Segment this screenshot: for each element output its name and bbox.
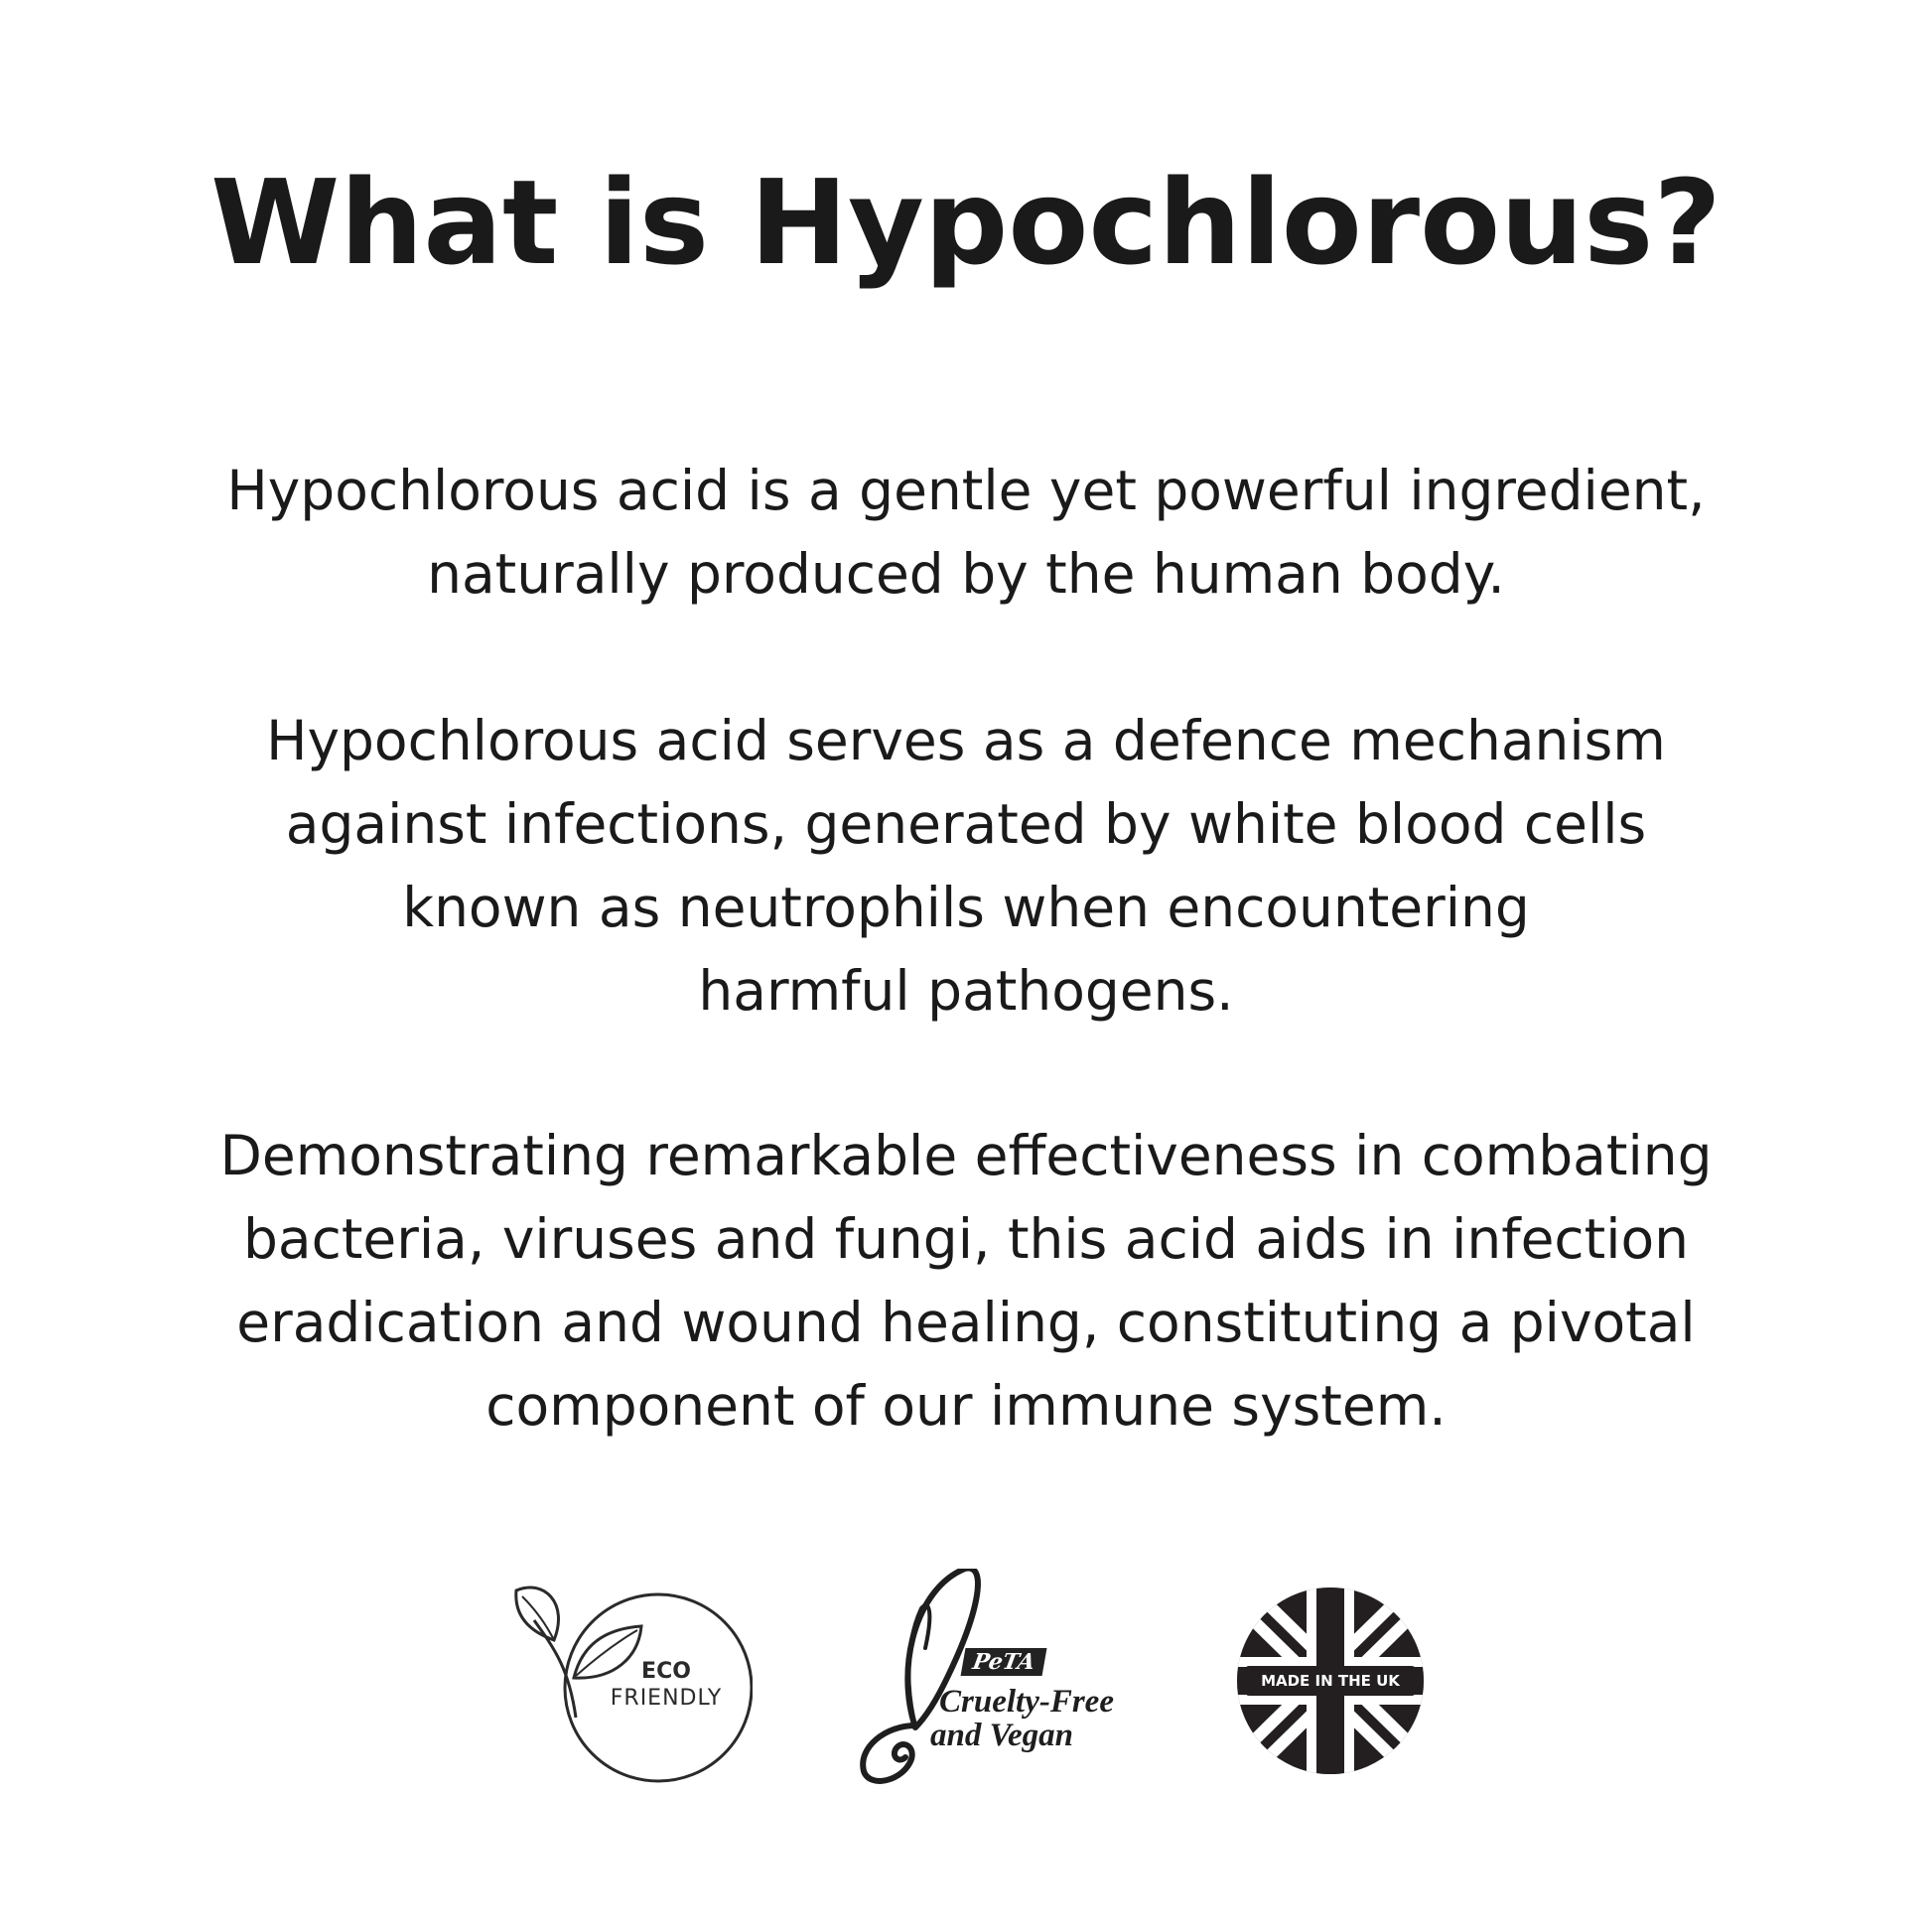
page-title: What is Hypochlorous? bbox=[210, 154, 1722, 291]
made-in-uk-label: MADE IN THE UK bbox=[1245, 1666, 1416, 1696]
friendly-label: FRIENDLY bbox=[610, 1686, 723, 1711]
and-vegan-label: and Vegan bbox=[930, 1718, 1073, 1753]
paragraph-effectiveness bbox=[99, 1114, 1833, 1448]
eco-label: ECO bbox=[641, 1659, 691, 1684]
paragraph-line: harmful pathogens. bbox=[698, 959, 1234, 1023]
paragraph-line: component of our immune system. bbox=[485, 1374, 1447, 1438]
paragraph-line: known as neutrophils when encountering bbox=[402, 876, 1530, 939]
bunny-ears-icon bbox=[856, 1569, 1154, 1787]
paragraph-line: Hypochlorous acid serves as a defence mechanism bbox=[266, 709, 1666, 772]
paragraph-defence bbox=[99, 699, 1833, 1033]
paragraph-line: Hypochlorous acid is a gentle yet powerful ingredient, bbox=[226, 459, 1706, 522]
peta-badge bbox=[856, 1569, 1154, 1787]
paragraph-line: Demonstrating remarkable effectiveness in combating bbox=[219, 1124, 1713, 1187]
paragraph-line: naturally produced by the human body. bbox=[427, 542, 1505, 606]
paragraph-intro bbox=[99, 449, 1833, 616]
made-in-uk-badge bbox=[1231, 1569, 1430, 1787]
paragraph-line: bacteria, viruses and fungi, this acid aids in infection bbox=[243, 1207, 1689, 1271]
paragraph-line: eradication and wound healing, constituting a pivotal bbox=[236, 1291, 1696, 1354]
peta-logo-mark: PeTA bbox=[961, 1648, 1047, 1676]
eco-friendly-badge bbox=[514, 1569, 753, 1787]
certification-badges bbox=[0, 1569, 1932, 1787]
paragraph-line: against infections, generated by white blood cells bbox=[285, 792, 1647, 856]
cruelty-free-label: Cruelty-Free bbox=[939, 1684, 1114, 1720]
